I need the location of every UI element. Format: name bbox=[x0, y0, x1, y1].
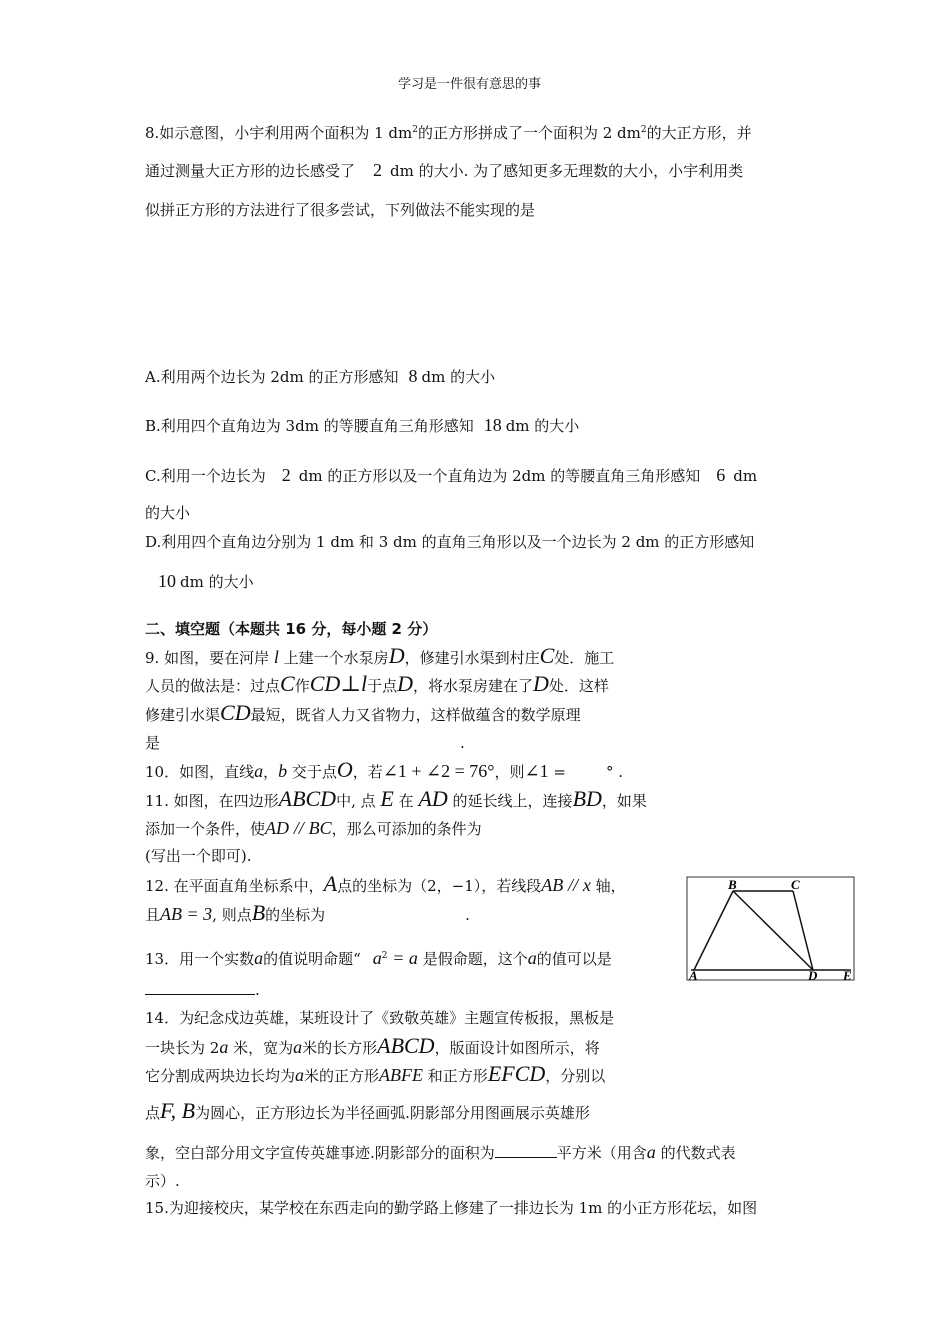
segment-cd bbox=[793, 891, 813, 970]
segment-bd bbox=[733, 891, 813, 970]
q14-line6: 示）. bbox=[145, 1172, 180, 1190]
q9-line2: 人员的做法是：过点C作CD⊥l于点D，将水泵房建在了D处．这样 bbox=[145, 671, 609, 696]
q11-line3: (写出一个即可). bbox=[145, 847, 252, 865]
q8-option-b: B.利用四个直角边为 3dm 的等腰直角三角形感知 18 dm 的大小 bbox=[145, 415, 580, 435]
sqrt-value: 2 bbox=[373, 160, 383, 180]
q12-line2: 且AB = 3, 则点B的坐标为 . bbox=[145, 900, 470, 925]
q8-option-d-line2: 10 dm 的大小 bbox=[158, 571, 254, 591]
label-e: E bbox=[843, 968, 852, 982]
q15-line1: 15.为迎接校庆，某学校在东西走向的勤学路上修建了一排边长为 1m 的小正方形花坛，如图 bbox=[145, 1199, 758, 1217]
q9-line4: 是 . bbox=[145, 734, 465, 752]
answer-blank[interactable] bbox=[495, 1143, 557, 1158]
q8-option-c: C.利用一个边长为 2 dm 的正方形以及一个直角边为 2dm 的等腰直角三角形感知 6 dm bbox=[145, 465, 758, 485]
q14-line1: 14．为纪念戍边英雄，某班设计了《致敬英雄》主题宣传板报，黑板是 bbox=[145, 1009, 615, 1027]
q9-line1: 9. 如图，要在河岸 l 上建一个水泵房D，修建引水渠到村庄C处．施工 bbox=[145, 643, 615, 668]
q8-option-c-line2: 的大小 bbox=[145, 504, 191, 522]
q8-line3: 似拼正方形的方法进行了很多尝试，下列做法不能实现的是 bbox=[145, 201, 536, 219]
q12-line1: 12. 在平面直角坐标系中，A点的坐标为（2，−1），若线段AB // x 轴， bbox=[145, 871, 626, 896]
q10-line: 10．如图，直线a，b 交于点O，若∠1 + ∠2 = 76°，则∠1 = ° . bbox=[145, 757, 623, 782]
label-d: D bbox=[808, 968, 818, 982]
page-header: 学习是一件很有意思的事 bbox=[398, 77, 542, 92]
label-a: A bbox=[689, 968, 698, 982]
answer-blank[interactable] bbox=[145, 980, 255, 995]
section-title: 二、填空题（本题共 16 分，每小题 2 分） bbox=[145, 620, 438, 638]
q14-line3: 它分割成两块边长均为a米的正方形ABFE 和正方形EFCD，分别以 bbox=[145, 1061, 606, 1086]
q13-line1: 13．用一个实数a的值说明命题“ $a^2 = a$ 是假命题，这个a的值可以是 bbox=[145, 948, 612, 968]
q14-line2: 一块长为 2a 米，宽为a米的长方形ABCD，版面设计如图所示，将 bbox=[145, 1033, 600, 1058]
q8-line1: 8.如示意图，小宇利用两个面积为 1 $dm^2$的正方形拼成了一个面积为 2 $dm^2$的大正方形，并 bbox=[145, 124, 752, 142]
q11-line1: 11. 如图，在四边形ABCD中, 点 E 在 AD 的延长线上，连接BD，如果 bbox=[145, 786, 647, 811]
q13-line2: . bbox=[145, 980, 260, 1000]
label-b: B bbox=[728, 877, 737, 892]
q8-line2: 通过测量大正方形的边长感受了 2 dm 的大小. 为了感知更多无理数的大小，小宇利用类 bbox=[145, 160, 744, 180]
segment-ab bbox=[694, 891, 733, 970]
label-c: C bbox=[791, 877, 800, 892]
q8-option-d: D.利用四个直角边分别为 1 dm 和 3 dm 的直角三角形以及一个边长为 2 dm 的正方形感知 bbox=[145, 533, 755, 551]
quadrilateral-figure bbox=[686, 876, 856, 982]
q9-line3: 修建引水渠CD最短，既省人力又省物力，这样做蕴含的数学原理 bbox=[145, 700, 581, 725]
q14-line5: 象，空白部分用文字宣传英雄事迹.阴影部分的面积为 平方米（用含a 的代数式表 bbox=[145, 1142, 736, 1162]
q14-line4: 点F, B为圆心，正方形边长为半径画弧.阴影部分用图画展示英雄形 bbox=[145, 1098, 590, 1123]
q11-line2: 添加一个条件，使AD // BC，那么可添加的条件为 bbox=[145, 818, 482, 838]
q8-option-a: A.利用两个边长为 2dm 的正方形感知 8 dm 的大小 bbox=[145, 366, 496, 386]
